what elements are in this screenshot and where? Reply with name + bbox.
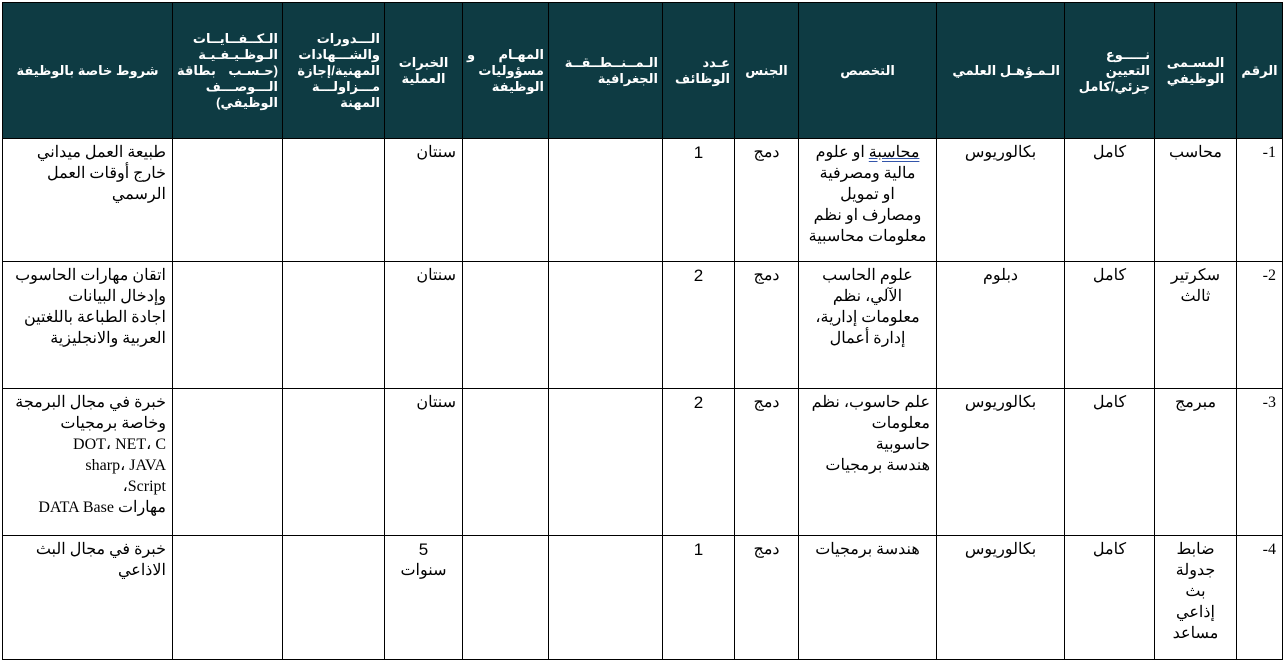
cell-count: 1 (663, 139, 735, 262)
cell-qualification: دبلوم (937, 262, 1065, 389)
header-specialization: التخصص (799, 3, 937, 139)
cell-title-line: محاسب (1169, 144, 1222, 161)
cell-specialization (799, 262, 937, 389)
cell-title-line: مبرمج (1174, 394, 1217, 411)
cell-number: 3- (1237, 389, 1283, 536)
cell-conditions-line: خبرة في مجال البرمجة (15, 394, 166, 411)
cell-competencies (173, 536, 283, 660)
cell-conditions-line: خارج أوقات العمل (47, 165, 166, 182)
cell-appointment: كامل (1065, 389, 1155, 536)
cell-competencies (173, 389, 283, 536)
cell-specialization-line: علوم الحاسب (822, 267, 913, 284)
cell-gender: دمج (735, 536, 799, 660)
cell-duties (463, 536, 549, 660)
cell-count: 1 (663, 536, 735, 660)
cell-experience (385, 389, 463, 536)
cell-specialization-line: او تمويل (840, 186, 895, 203)
cell-number: 2- (1237, 262, 1283, 389)
cell-conditions-line: العربية والانجليزية (50, 330, 166, 347)
header-gender: الجنس (735, 3, 799, 139)
cell-specialization-line: معلومات إدارية، (815, 309, 920, 326)
cell-count: 2 (663, 389, 735, 536)
cell-conditions-line: Script، (122, 478, 166, 495)
cell-specialization-line: مالية ومصرفية (819, 165, 916, 182)
cell-courses (283, 139, 385, 262)
cell-experience (385, 536, 463, 660)
cell-number: 1- (1237, 139, 1283, 262)
cell-experience-line: سنتان (416, 394, 456, 411)
cell-conditions-line: الرسمي (111, 186, 166, 203)
cell-conditions (3, 262, 173, 389)
cell-conditions-line: مهارات DATA Base (38, 499, 166, 516)
cell-title (1155, 389, 1237, 536)
header-conditions: شروط خاصة بالوظيفة (3, 3, 173, 139)
cell-courses (283, 536, 385, 660)
cell-conditions (3, 389, 173, 536)
cell-conditions-line: وخاصة برمجيات (60, 415, 166, 432)
header-duties: المهـام و مسؤوليات الوظيفة (463, 3, 549, 139)
cell-experience-line: سنتان (416, 267, 456, 284)
header-qualification: الـمـؤهـل العلمي (937, 3, 1065, 139)
table-row (3, 389, 1283, 536)
header-region: الـمــنــطــقــة الجغرافية (549, 3, 663, 139)
cell-title (1155, 139, 1237, 262)
cell-title (1155, 536, 1237, 660)
header-number: الرقم (1237, 3, 1283, 139)
table-row (3, 139, 1283, 262)
cell-conditions-line: الاذاعي (117, 562, 166, 579)
cell-appointment: كامل (1065, 536, 1155, 660)
cell-specialization-line: معلومات (871, 415, 930, 432)
cell-courses (283, 262, 385, 389)
cell-experience-line: سنتان (416, 144, 456, 161)
cell-specialization-line: هندسة برمجيات (815, 541, 920, 558)
spelling-underlined-word: محاسبة (868, 144, 920, 161)
cell-qualification: بكالوريوس (937, 536, 1065, 660)
cell-title-line: ثالث (1180, 288, 1211, 305)
cell-specialization-line: ومصارف او نظم (813, 207, 922, 224)
cell-specialization (799, 139, 937, 262)
cell-specialization (799, 389, 937, 536)
table-row (3, 262, 1283, 389)
header-count: عـدد الوظائف (663, 3, 735, 139)
cell-conditions-line: وإدخال البيانات (68, 288, 166, 305)
header-appointment: نـــــوع التعيين جزئي/كامل (1065, 3, 1155, 139)
cell-experience-line: 5 (418, 540, 429, 559)
cell-title-line: سكرتير (1170, 267, 1221, 284)
cell-region (549, 389, 663, 536)
cell-conditions (3, 536, 173, 660)
cell-specialization (799, 536, 937, 660)
cell-experience (385, 262, 463, 389)
cell-conditions-line: اتقان مهارات الحاسوب (15, 267, 166, 284)
cell-title (1155, 262, 1237, 389)
header-experience: الخبرات العملية (385, 3, 463, 139)
cell-specialization-line: هندسة برمجيات (825, 457, 930, 474)
cell-specialization-line: إدارة أعمال (829, 330, 906, 347)
cell-duties (463, 389, 549, 536)
cell-appointment: كامل (1065, 262, 1155, 389)
cell-competencies (173, 139, 283, 262)
cell-conditions-line: اجادة الطباعة باللغتين (23, 309, 166, 326)
cell-duties (463, 262, 549, 389)
cell-conditions-line: طبيعة العمل ميداني (36, 144, 166, 161)
cell-title-line: مساعد (1172, 625, 1219, 642)
table-row (3, 536, 1283, 660)
cell-conditions-line: DOT، NET، C (73, 436, 166, 453)
cell-conditions-line: خبرة في مجال البث (35, 541, 166, 558)
cell-experience (385, 139, 463, 262)
cell-duties (463, 139, 549, 262)
header-title: المسـمى الوظيفي (1155, 3, 1237, 139)
cell-title-line: بث (1185, 583, 1206, 600)
cell-specialization-line: معلومات محاسبية (808, 228, 927, 245)
cell-competencies (173, 262, 283, 389)
cell-gender: دمج (735, 389, 799, 536)
header-courses: الـــدورات والشـــهادات المهنية/إجازة مـــزاولـــة المهنة (283, 3, 385, 139)
cell-qualification: بكالوريوس (937, 389, 1065, 536)
header-competencies: الـكــفــايــات الـوظـيـفـيـة (حـسـب بطاقة الـــوصـــف الوظيفي) (173, 3, 283, 139)
cell-region (549, 536, 663, 660)
cell-region (549, 262, 663, 389)
cell-appointment: كامل (1065, 139, 1155, 262)
cell-gender: دمج (735, 262, 799, 389)
jobs-table (2, 2, 1283, 660)
cell-count: 2 (663, 262, 735, 389)
cell-conditions (3, 139, 173, 262)
cell-specialization-line: الآلي، نظم (832, 288, 903, 305)
cell-gender: دمج (735, 139, 799, 262)
cell-qualification: بكالوريوس (937, 139, 1065, 262)
cell-specialization-line: حاسوبية (875, 436, 930, 453)
cell-title-line: ضابط (1176, 541, 1215, 558)
cell-courses (283, 389, 385, 536)
header-row (3, 3, 1283, 139)
cell-specialization-line: علم حاسوب، نظم (811, 394, 930, 411)
cell-title-line: جدولة (1175, 562, 1216, 579)
cell-number: 4- (1237, 536, 1283, 660)
cell-specialization-line: او علوم (815, 144, 869, 161)
cell-conditions-line: sharp، JAVA (85, 457, 166, 474)
cell-experience-line: سنوات (400, 562, 447, 579)
cell-title-line: إذاعي (1176, 604, 1215, 621)
cell-region (549, 139, 663, 262)
